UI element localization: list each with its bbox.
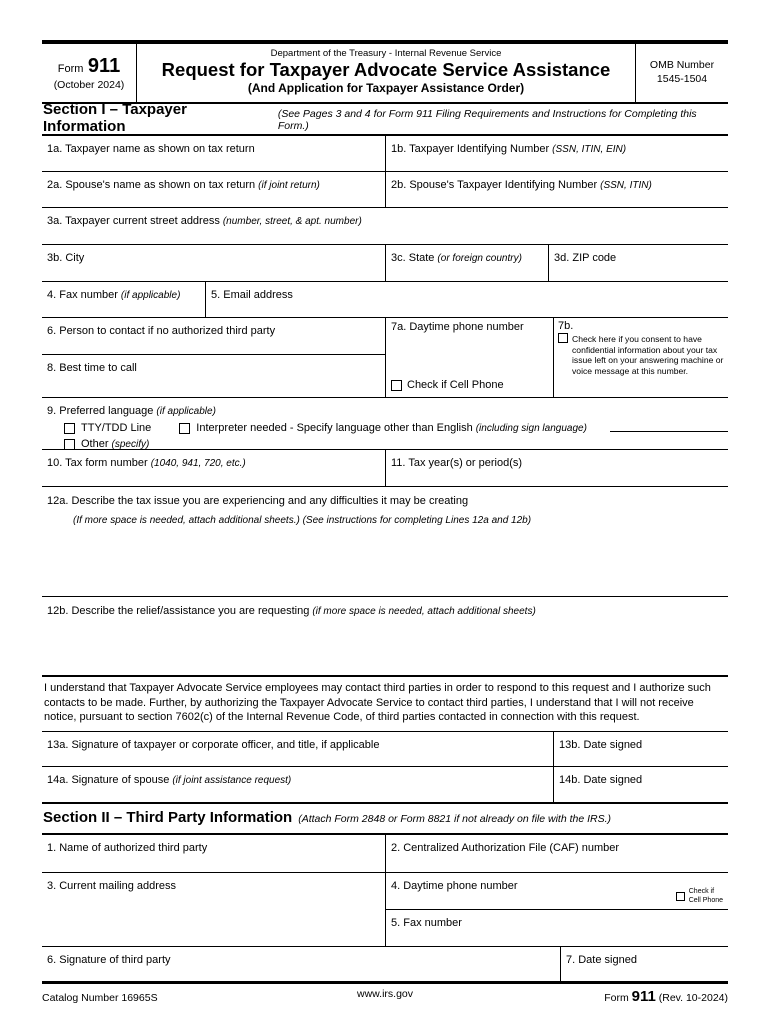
field-12a-note: (If more space is needed, attach additional sheets.) (See instructions for completing Lines 12a and 12b)	[73, 515, 532, 526]
field-9-note: (if applicable)	[156, 406, 216, 417]
field-10-note: (1040, 941, 720, etc.)	[150, 458, 246, 469]
field-10[interactable]	[42, 450, 385, 486]
section2-heading	[42, 803, 728, 835]
field-s2-3-label: 3. Current mailing address	[47, 879, 177, 892]
footer-form-number: 911	[631, 988, 656, 1005]
field-12a-label: 12a. Describe the tax issue you are experiencing and any difficulties it may be creating	[47, 495, 469, 507]
field-13b-label: 13b. Date signed	[559, 738, 643, 751]
field-s2-5[interactable]	[386, 910, 728, 946]
field-s2-6-label: 6. Signature of third party	[47, 953, 171, 966]
row-3bcd	[42, 245, 728, 282]
interpreter-note: (including sign language)	[475, 422, 587, 434]
field-s2-5-label: 5. Fax number	[391, 916, 462, 929]
section2-title: Section II – Third Party Information	[43, 808, 293, 826]
other-language-note: (specify)	[111, 438, 150, 450]
field-2a-label: 2a. Spouse's name as shown on tax return	[47, 179, 256, 191]
field-14b-label: 14b. Date signed	[559, 773, 643, 786]
form-title: Request for Taxpayer Advocate Service Assistance	[161, 59, 611, 80]
irs-website: www.irs.gov	[356, 988, 413, 1000]
field-1a-label: 1a. Taxpayer name as shown on tax return	[47, 143, 255, 155]
field-4[interactable]	[42, 282, 205, 317]
field-14a[interactable]	[42, 767, 553, 802]
cell-phone-checkbox-label: Check if Cell Phone	[407, 379, 504, 391]
field-6[interactable]	[42, 318, 385, 355]
omb-block	[635, 44, 728, 102]
field-13a[interactable]	[42, 732, 553, 766]
tty-label: TTY/TDD Line	[81, 422, 152, 434]
tty-checkbox[interactable]	[64, 423, 75, 434]
field-2a[interactable]	[42, 172, 385, 207]
field-13b[interactable]	[553, 732, 728, 766]
field-14a-note: (if joint assistance request)	[172, 774, 292, 786]
field-s2-6[interactable]	[42, 947, 560, 981]
field-6-label: 6. Person to contact if no authorized third party	[47, 325, 276, 337]
form-number: 911	[87, 55, 121, 77]
page-footer	[42, 988, 728, 1005]
field-9-label: 9. Preferred language	[47, 405, 154, 417]
row-14	[42, 767, 728, 803]
form-title-block	[137, 44, 635, 102]
field-s2-1[interactable]	[42, 835, 385, 872]
field-1b-label: 1b. Taxpayer Identifying Number	[391, 143, 550, 155]
consent-checkbox[interactable]	[558, 333, 568, 343]
field-1b-note: (SSN, ITIN, EIN)	[552, 144, 627, 155]
row-s2-345	[42, 873, 728, 947]
catalog-number: Catalog Number 16965S	[42, 992, 158, 1004]
row-1	[42, 136, 728, 172]
field-3c-label: 3c. State	[391, 252, 435, 264]
form-911	[42, 40, 728, 984]
row-3a	[42, 208, 728, 245]
field-3d[interactable]	[548, 245, 728, 281]
authorization-text: I understand that Taxpayer Advocate Service employees may contact third parties in order to respond to this request and I authorize such contacts to be made. Further, by authorizing the Taxpayer Advocate Service to contact third parties, I understand that I will not receive notice, pursuant to section 7602(c) of the Internal Revenue Code, of third parties contacted in connection with this request.	[42, 677, 728, 732]
field-3a-note: (number, street, & apt. number)	[222, 216, 362, 227]
field-2b-note: (SSN, ITIN)	[600, 180, 652, 191]
field-s2-7-label: 7. Date signed	[566, 953, 637, 966]
field-5[interactable]	[205, 282, 728, 317]
s2-cell-phone-checkbox[interactable]	[676, 892, 685, 901]
field-11-label: 11. Tax year(s) or period(s)	[391, 457, 523, 469]
field-2b[interactable]	[385, 172, 728, 207]
field-s2-3[interactable]	[42, 873, 385, 946]
interpreter-label: Interpreter needed - Specify language other than English	[196, 422, 473, 434]
field-14b[interactable]	[553, 767, 728, 802]
field-s2-2[interactable]	[385, 835, 728, 872]
section2-note: (Attach Form 2848 or Form 8821 if not already on file with the IRS.)	[298, 812, 612, 825]
other-language-label: Other	[81, 438, 109, 450]
field-13a-label: 13a. Signature of taxpayer or corporate officer, and title, if applicable	[47, 738, 380, 751]
field-1a[interactable]	[42, 136, 385, 171]
consent-text: Check here if you consent to have confidential information about your tax issue left on your answering machine or voice message at this number.	[572, 334, 724, 377]
form-date: (October 2024)	[53, 79, 125, 91]
field-3a[interactable]	[42, 208, 728, 244]
specify-language-input[interactable]	[610, 431, 728, 432]
section1-heading	[42, 101, 728, 136]
field-3c-note: (or foreign country)	[437, 253, 522, 264]
field-3c[interactable]	[385, 245, 548, 281]
field-14a-label: 14a. Signature of spouse	[47, 773, 170, 786]
cell-phone-checkbox[interactable]	[391, 380, 402, 391]
s2-checkbox-line2: Cell Phone	[688, 896, 723, 904]
field-5-label: 5. Email address	[211, 289, 293, 301]
footer-form-id	[604, 988, 728, 1005]
row-9	[42, 398, 728, 450]
agency-line: Department of the Treasury - Internal Revenue Service	[270, 48, 502, 59]
section1-title: Section I – Taxpayer Information	[43, 101, 187, 135]
row-s2-67	[42, 947, 728, 984]
field-12b-note: (if more space is needed, attach additional sheets)	[312, 606, 536, 617]
form-header	[42, 40, 728, 104]
interpreter-checkbox[interactable]	[179, 423, 190, 434]
field-3a-label: 3a. Taxpayer current street address	[47, 215, 220, 227]
field-3b[interactable]	[42, 245, 385, 281]
field-1b[interactable]	[385, 136, 728, 171]
row-45	[42, 282, 728, 318]
row-1011	[42, 450, 728, 487]
field-8[interactable]	[42, 355, 385, 397]
field-12a[interactable]	[42, 487, 728, 597]
field-s2-4-label: 4. Daytime phone number	[391, 879, 518, 892]
other-language-checkbox[interactable]	[64, 439, 75, 450]
field-11[interactable]	[385, 450, 728, 486]
s2-checkbox-line1: Check if	[688, 888, 715, 896]
field-8-label: 8. Best time to call	[47, 362, 137, 374]
row-s2-12	[42, 835, 728, 873]
row-678	[42, 318, 728, 398]
form-subtitle: (And Application for Taxpayer Assistance Order)	[247, 81, 525, 96]
field-2a-note: (if joint return)	[258, 180, 320, 191]
field-3d-label: 3d. ZIP code	[554, 252, 617, 264]
footer-revision: (Rev. 10-2024)	[658, 992, 728, 1004]
field-s2-2-label: 2. Centralized Authorization File (CAF) number	[391, 841, 620, 854]
section1-note: (See Pages 3 and 4 for Form 911 Filing Requirements and Instructions for Completing this Form.)	[277, 107, 697, 132]
field-2b-label: 2b. Spouse's Taxpayer Identifying Number	[391, 179, 598, 191]
row-2	[42, 172, 728, 208]
s2-cell-phone-checkbox-label	[689, 888, 723, 906]
form-number-block	[42, 44, 137, 102]
field-10-label: 10. Tax form number	[47, 457, 148, 469]
field-s2-7[interactable]	[560, 947, 728, 981]
field-s2-4[interactable]	[386, 873, 728, 910]
field-12b[interactable]	[42, 597, 728, 677]
omb-label: OMB Number	[649, 59, 715, 72]
field-7a[interactable]	[385, 318, 553, 397]
omb-number: 1545-1504	[656, 73, 708, 85]
field-4-label: 4. Fax number	[47, 289, 118, 301]
row-13	[42, 732, 728, 767]
field-7b-label: 7b.	[558, 320, 574, 332]
field-7a-label: 7a. Daytime phone number	[391, 321, 524, 333]
field-12b-label: 12b. Describe the relief/assistance you are requesting	[47, 605, 310, 617]
field-s2-1-label: 1. Name of authorized third party	[47, 841, 208, 854]
field-3b-label: 3b. City	[47, 252, 85, 264]
form-word: Form	[57, 63, 84, 75]
field-7b	[553, 318, 728, 397]
field-4-note: (if applicable)	[120, 290, 181, 301]
footer-form-word: Form	[604, 992, 629, 1004]
